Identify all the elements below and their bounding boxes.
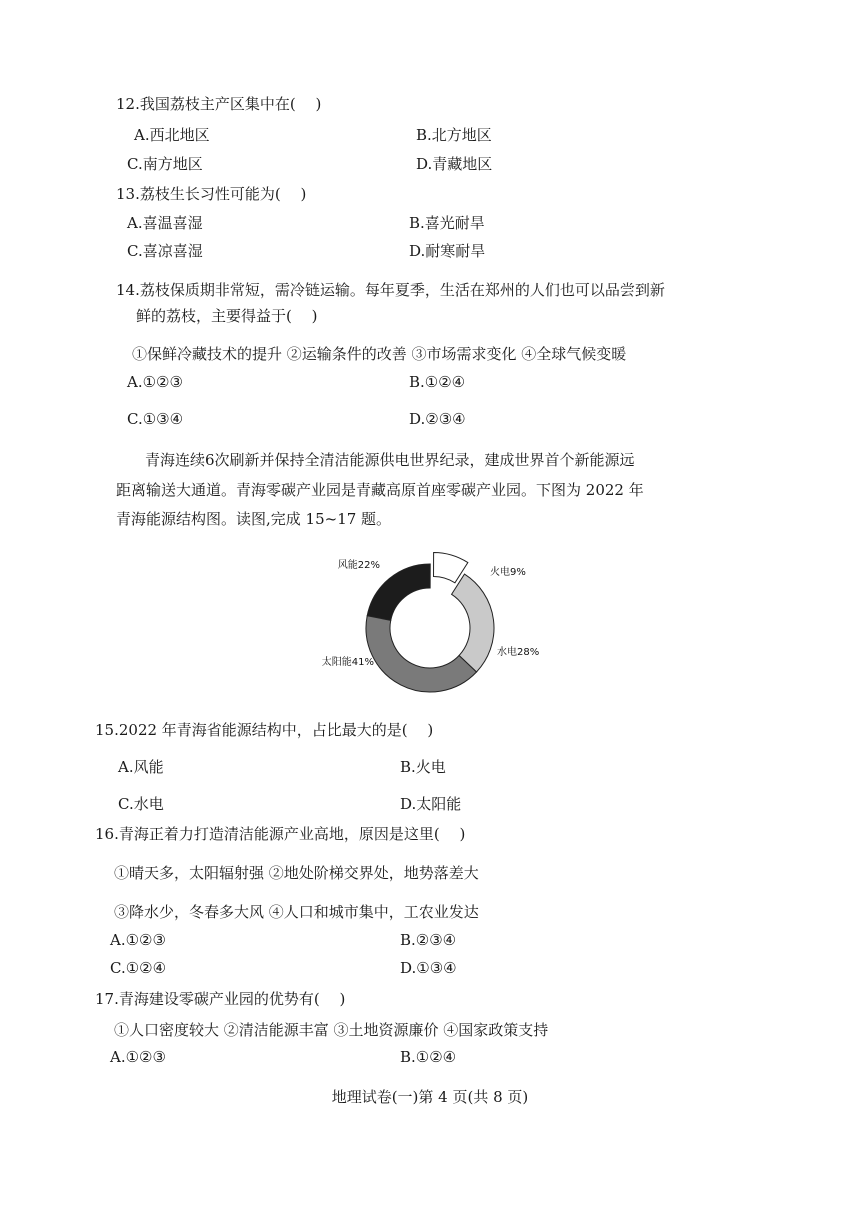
- q14-stem-line1: 14.荔枝保质期非常短，需冷链运输。每年夏季，生活在郑州的人们也可以品尝到新: [116, 281, 665, 299]
- passage-line1: 青海连续6次刷新并保持全清洁能源供电世界纪录，建成世界首个新能源远: [145, 451, 635, 469]
- q14-option-b[interactable]: B.①②④: [409, 373, 466, 391]
- q17-stem: 17.青海建设零碳产业园的优势有( ): [95, 990, 346, 1008]
- q13-option-b[interactable]: B.喜光耐旱: [409, 214, 485, 232]
- passage-line2: 距离输送大通道。青海零碳产业园是青藏高原首座零碳产业园。下图为 2022 年: [116, 481, 644, 499]
- q14-items: ①保鲜冷藏技术的提升 ②运输条件的改善 ③市场需求变化 ④全球气候变暖: [132, 345, 627, 363]
- q14-option-a[interactable]: A.①②③: [127, 373, 183, 391]
- q17-items: ①人口密度较大 ②清洁能源丰富 ③土地资源廉价 ④国家政策支持: [114, 1021, 549, 1039]
- donut-label-hydro: 水电28%: [497, 647, 540, 658]
- q16-option-a[interactable]: A.①②③: [110, 931, 166, 949]
- q12-stem: 12.我国荔枝主产区集中在( ): [116, 95, 322, 113]
- donut-slice-wind: [367, 564, 430, 620]
- q16-items-line2: ③降水少，冬春多大风 ④人口和城市集中，工农业发达: [114, 903, 479, 921]
- q13-option-c[interactable]: C.喜凉喜湿: [127, 242, 203, 260]
- q13-option-d[interactable]: D.耐寒耐旱: [409, 242, 486, 260]
- q14-option-c[interactable]: C.①③④: [127, 410, 184, 428]
- q14-option-d[interactable]: D.②③④: [409, 410, 466, 428]
- q17-option-a[interactable]: A.①②③: [110, 1048, 166, 1066]
- passage-line3: 青海能源结构图。读图,完成 15~17 题。: [116, 510, 392, 528]
- q12-option-c[interactable]: C.南方地区: [127, 155, 203, 173]
- page-footer: 地理试卷(一)第 4 页(共 8 页): [331, 1088, 529, 1106]
- q13-stem: 13.荔枝生长习性可能为( ): [116, 185, 307, 203]
- q15-option-d[interactable]: D.太阳能: [400, 795, 462, 813]
- energy-structure-donut-chart: [310, 550, 550, 695]
- q16-option-b[interactable]: B.②③④: [400, 931, 457, 949]
- donut-label-wind: 风能22%: [337, 560, 380, 571]
- q12-option-a[interactable]: A.西北地区: [134, 126, 210, 144]
- q15-option-c[interactable]: C.水电: [118, 795, 164, 813]
- q14-stem-line2: 鲜的荔枝，主要得益于( ): [136, 307, 318, 325]
- q15-option-a[interactable]: A.风能: [118, 758, 164, 776]
- q12-option-b[interactable]: B.北方地区: [416, 126, 492, 144]
- q15-option-b[interactable]: B.火电: [400, 758, 446, 776]
- q13-option-a[interactable]: A.喜温喜湿: [127, 214, 203, 232]
- q16-option-d[interactable]: D.①③④: [400, 959, 457, 977]
- q16-items-line1: ①晴天多，太阳辐射强 ②地处阶梯交界处，地势落差大: [114, 864, 479, 882]
- donut-label-fire: 火电9%: [490, 567, 526, 578]
- q12-option-d[interactable]: D.青藏地区: [416, 155, 493, 173]
- donut-label-solar: 太阳能41%: [321, 657, 374, 668]
- q16-option-c[interactable]: C.①②④: [110, 959, 167, 977]
- q17-option-b[interactable]: B.①②④: [400, 1048, 457, 1066]
- q16-stem: 16.青海正着力打造清洁能源产业高地，原因是这里( ): [95, 825, 466, 843]
- q15-stem: 15.2022 年青海省能源结构中，占比最大的是( ): [95, 721, 434, 739]
